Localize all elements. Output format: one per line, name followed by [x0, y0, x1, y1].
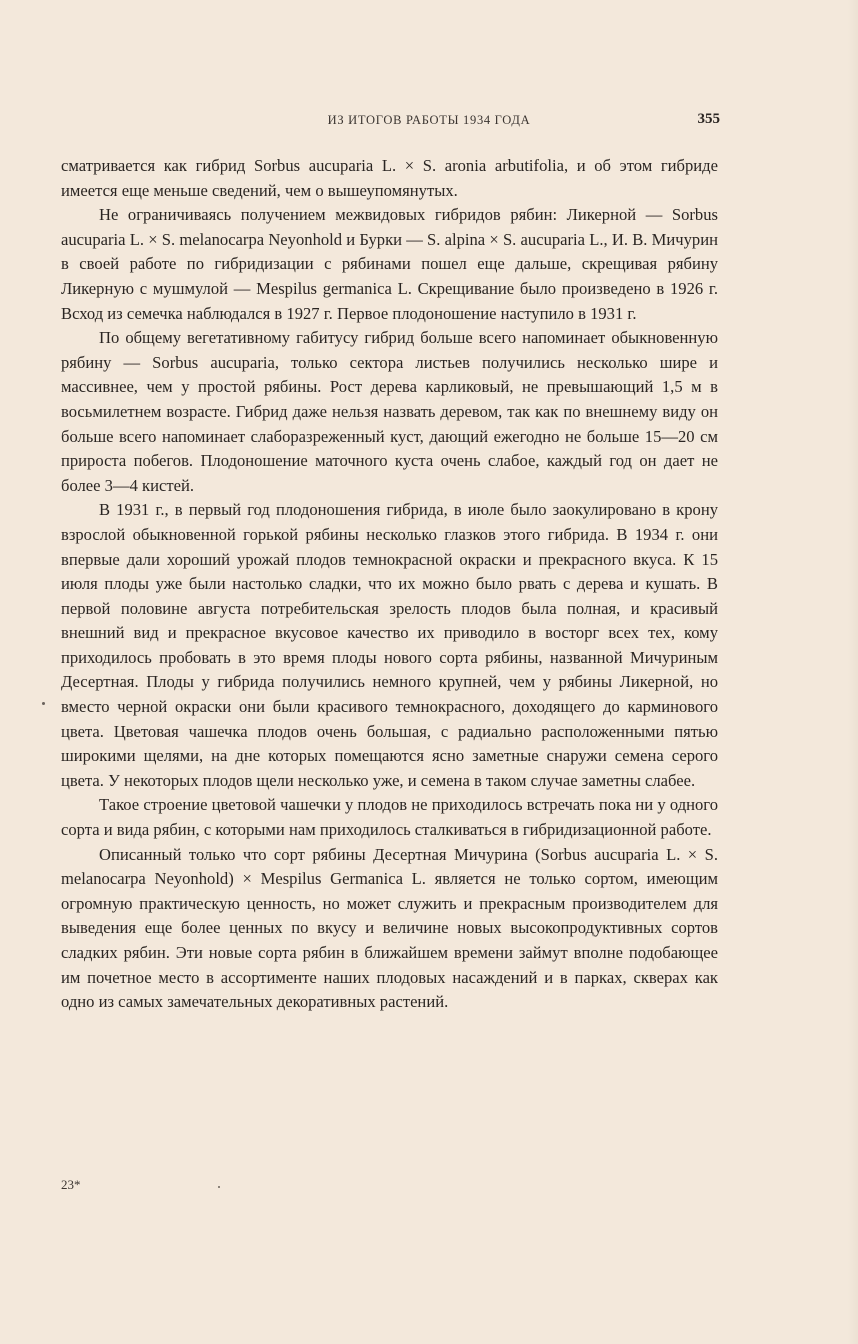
paragraph-4: В 1931 г., в первый год плодоношения гибрида, в июле было заокулировано в крону взрослой обыкновенной горькой рябины несколько глазков этого гибрида. В 1934 г. они впервые дали хороший урожай плодов темнокрасной окраски и прекрасного вкуса. К 15 июля плоды уже были настолько сладки, что их можно было рвать с дерева и кушать. В первой половине августа потребительская зрелость плодов была полная, и красивый внешний вид и прекрасное вкусовое качество их приводило в восторг всех тех, кому приходилось пробовать в это время плоды нового сорта рябины, названной Мичуриным Десертная. Плоды у гибрида получились немного крупней, чем у рябины Ликерной, но вместо черной окраски они были красивого темнокрасного, доходящего до карминового цвета. Цветовая чашечка плодов очень большая, с радиально расположенными пятью широкими щелями, на дне которых помещаются ясно заметные снаружи семена серого цвета. У некоторых плодов щели несколько уже, и семена в таком случае заметны слабее.: [61, 500, 718, 790]
signature-mark: 23*: [61, 1177, 81, 1192]
paragraph-2: Не ограничиваясь получением межвидовых гибридов рябин: Ликерной — Sorbus aucuparia L. × S. melanocarpa Neyonhold и Бурки — S. alpina × S. aucuparia L., И. В. Мичурин в своей работе по гибридизации с рябинами пошел еще дальше, скрещивая рябину Ликерную с мушмулой — Mespilus germanica L. Скрещивание было произведено в 1926 г. Всход из семечка наблюдался в 1927 г. Первое плодоношение наступило в 1931 г.: [61, 205, 718, 323]
paragraph-6: Описанный только что сорт рябины Десертная Мичурина (Sorbus aucuparia L. × S. melanocarpa Neyonhold) × Mespilus Germanica L. является не только сортом, имеющим огромную практическую ценность, но может служить и прекрасным производителем для выведения еще более ценных по вкусу и величине новых высокопродуктивных сортов сладких рябин. Эти новые сорта рябин в ближайшем времени займут вполне подобающее им почетное место в ассортименте наших плодовых насаждений и в парках, скверах как одно из самых замечательных декоративных растений.: [61, 844, 718, 1012]
body-text: [61, 154, 718, 1015]
running-title: ИЗ ИТОГОВ РАБОТЫ 1934 ГОДА: [327, 113, 531, 127]
paragraph-3: По общему вегетативному габитусу гибрид больше всего напоминает обыкновенную рябину — Sorbus aucuparia, только сектора листьев получились несколько шире и массивнее, чем у простой рябины. Рост дерева карликовый, не превышающий 1,5 м в восьмилетнем возрасте. Гибрид даже нельзя назвать деревом, так как по внешнему виду он больше всего напоминает слаборазреженный куст, дающий ежегодно не больше 15—20 см прироста побегов. Плодоношение маточного куста очень слабое, каждый год он дает не более 3—4 кистей.: [61, 328, 718, 495]
page-edge-shadow: [848, 0, 858, 1344]
paragraph-1: сматривается как гибрид Sorbus aucuparia L. × S. aronia arbutifolia, и об этом гибриде имеется еще меньше сведений, чем о вышеупомянутых.: [61, 156, 718, 200]
print-speck: [218, 1186, 220, 1188]
print-speck: [42, 702, 45, 705]
paragraph-5: Такое строение цветовой чашечки у плодов не приходилось встречать пока ни у одного сорта и вида рябин, с которыми нам приходилось сталкиваться в гибридизационной работе.: [61, 795, 718, 840]
page-number: 355: [697, 111, 720, 127]
